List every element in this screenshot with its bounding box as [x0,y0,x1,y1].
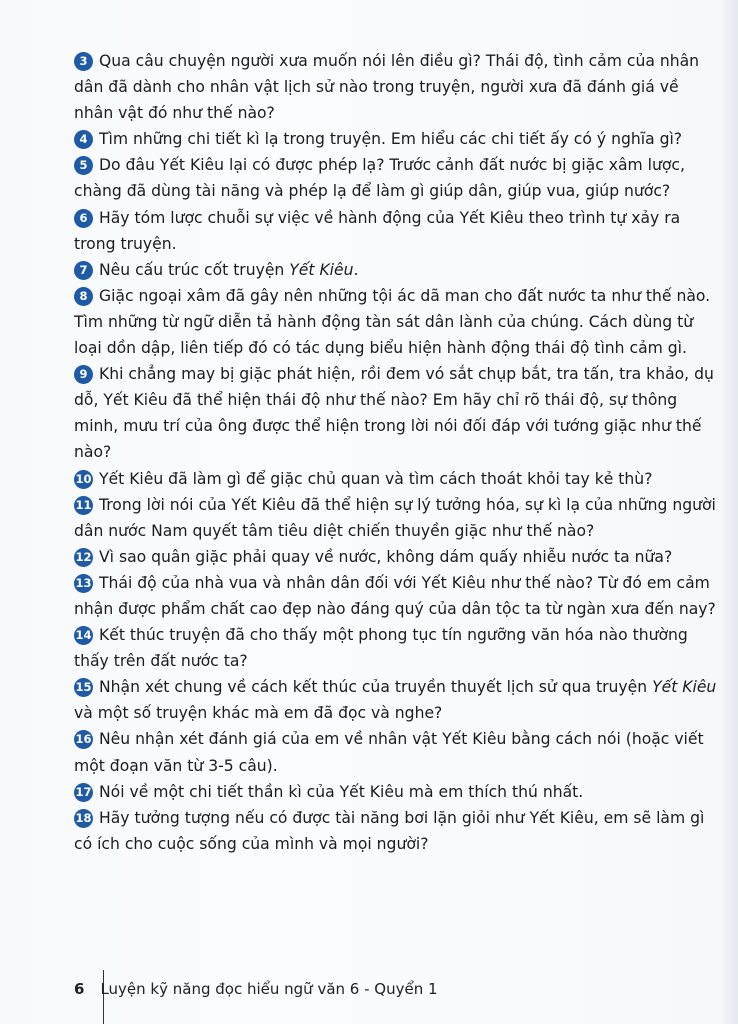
question-item [74,257,722,283]
question-text: và một số truyện khác mà em đã đọc và nghe? [74,704,443,723]
question-item [74,726,722,778]
question-number-badge: 10 [74,470,93,489]
question-text: Qua câu chuyện người xưa muốn nói lên điều gì? Thái độ, tình cảm của nhân dân đã dành cho nhân vật lịch sử nào trong truyện, người xưa đã đánh giá về nhân vật đó như thế nào? [74,52,700,123]
question-text: Khi chẳng may bị giặc phát hiện, rồi đem vó sắt chụp bắt, tra tấn, tra khảo, dụ dỗ, Yết Kiêu đã thể hiện thái độ như thế nào? Em hãy chỉ rõ thái độ, sự thông minh, mưu trí của ông được thể hiện trong lời nói đối đáp với tướng giặc như thế nào? [74,365,714,462]
book-title: Luyện kỹ năng đọc hiểu ngữ văn 6 - Quyển 1 [100,980,438,998]
question-text: Kết thúc truyện đã cho thấy một phong tục tín ngưỡng văn hóa nào thường thấy trên đất nước ta? [74,626,688,671]
question-italic-title: Yết Kiêu [652,678,717,697]
question-text: Do đâu Yết Kiêu lại có được phép lạ? Trước cảnh đất nước bị giặc xâm lược, chàng đã dùng tài năng và phép lạ để làm gì giúp dân, giúp vua, giúp nước? [74,156,685,201]
question-number-badge: 14 [74,626,93,645]
question-number-badge: 5 [74,156,93,175]
question-text: Trong lời nói của Yết Kiêu đã thể hiện sự lý tưởng hóa, sự kì lạ của những người dân nước Nam quyết tâm tiêu diệt chiến thuyền giặc như thế nào? [74,495,716,540]
question-text: Yết Kiêu đã làm gì để giặc chủ quan và tìm cách thoát khỏi tay kẻ thù? [99,469,653,488]
question-number-badge: 7 [74,261,93,280]
question-number-badge: 3 [74,52,93,71]
question-item [74,205,722,257]
question-number-badge: 4 [74,130,93,149]
question-text: Hãy tóm lược chuỗi sự việc về hành động của Yết Kiêu theo trình tự xảy ra trong truyện. [74,208,681,253]
question-text: Nhận xét chung về cách kết thúc của truyền thuyết lịch sử qua truyện [99,678,653,697]
question-text: Thái độ của nhà vua và nhân dân đối với Yết Kiêu như thế nào? Từ đó em cảm nhận được phẩm chất cao đẹp nào đáng quý của dân tộc ta từ ngàn xưa đến nay? [74,573,716,618]
question-number-badge: 9 [74,365,93,384]
question-item [74,126,722,152]
question-item [74,492,722,544]
question-item [74,570,722,622]
question-item [74,152,722,204]
question-number-badge: 8 [74,287,93,306]
question-list [74,48,722,857]
question-number-badge: 12 [74,548,93,567]
question-text: Vì sao quân giặc phải quay về nước, không dám quấy nhiễu nước ta nữa? [99,547,673,566]
question-item [74,674,722,726]
question-text: Hãy tưởng tượng nếu có được tài năng bơi lặn giỏi như Yết Kiêu, em sẽ làm gì có ích cho cuộc sống của mình và mọi người? [74,808,705,853]
question-item [74,805,722,857]
question-number-badge: 11 [74,496,93,515]
question-item [74,361,722,465]
question-number-badge: 6 [74,209,93,228]
question-number-badge: 18 [74,809,93,828]
question-text: . [353,260,359,279]
question-item [74,466,722,492]
question-text: Nêu cấu trúc cốt truyện [99,260,290,279]
question-item [74,283,722,361]
question-text: Tìm những chi tiết kì lạ trong truyện. Em hiểu các chi tiết ấy có ý nghĩa gì? [99,130,683,149]
question-number-badge: 16 [74,730,93,749]
question-text: Nêu nhận xét đánh giá của em về nhân vật Yết Kiêu bằng cách nói (hoặc viết một đoạn văn từ 3-5 câu). [74,730,704,775]
page-number: 6 [74,980,85,998]
question-item [74,622,722,674]
question-item [74,544,722,570]
question-text: Nói về một chi tiết thần kì của Yết Kiêu mà em thích thú nhất. [99,782,584,801]
question-item [74,779,722,805]
question-italic-title: Yết Kiêu [289,260,354,279]
question-item [74,48,722,126]
page-footer [74,980,438,998]
question-number-badge: 13 [74,574,93,593]
question-text: Giặc ngoại xâm đã gây nên những tội ác dã man cho đất nước ta như thế nào. Tìm những từ ngữ diễn tả hành động tàn sát dân lành của chúng. Cách dùng từ loại dồn dập, liên tiếp đó có tác dụng biểu hiện hành động thái độ tình cảm gì. [74,286,711,358]
question-number-badge: 17 [74,783,93,802]
question-number-badge: 15 [74,678,93,697]
